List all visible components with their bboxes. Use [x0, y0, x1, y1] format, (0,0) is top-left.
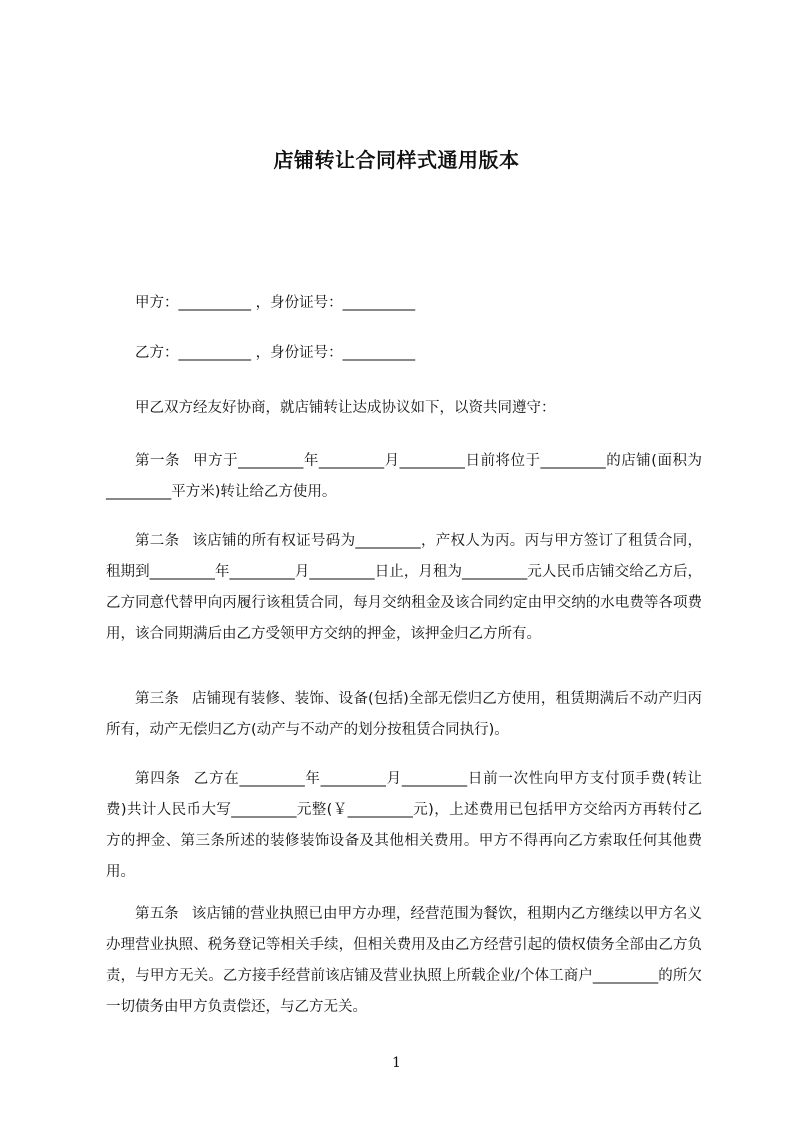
article-3-text: 店铺现有装修、装饰、设备(包括)全部无偿归乙方使用，租赁期满后不动产归丙所有，动产无偿归乙方(动产与不动产的划分按租赁合同执行)。 [106, 691, 703, 738]
party-a-line: 甲方：__________ ，身份证号：__________ [135, 295, 416, 311]
article-2-paragraph [106, 526, 702, 650]
party-b-line: 乙方：__________ ，身份证号：__________ [135, 345, 416, 361]
article-5-paragraph [106, 899, 702, 1023]
article-1-paragraph [106, 446, 702, 508]
article-2-label: 第二条 [135, 533, 180, 549]
preamble-paragraph: 甲乙双方经友好协商，就店铺转让达成协议如下，以资共同遵守： [135, 400, 556, 416]
article-4-label: 第四条 [135, 771, 181, 787]
article-3-paragraph [106, 684, 702, 746]
article-5-text: 该店铺的营业执照已由甲方办理，经营范围为餐饮，租期内乙方继续以甲方名义办理营业执照、税务登记等相关手续，但相关费用及由乙方经营引起的债权债务全部由乙方负责，与甲方无关。乙方接手经营前该店铺及营业执照上所载企业/个体工商户_________的所欠一切债务由甲方负责偿还，与乙方无关。 [106, 906, 703, 1015]
article-5-label: 第五条 [135, 906, 179, 922]
article-2-text: 该店铺的所有权证号码为_________，产权人为丙。丙与甲方签订了租赁合同，租期到_________年_________月_________日止，月租为_________元人民币店铺交给乙方后，乙方同意代替甲向丙履行该租赁合同，每月交纳租金及该合同约定由甲交纳的水电费等各项费用，该合同期满后由乙方受领甲方交纳的押金，该押金归乙方所有。 [106, 533, 703, 642]
article-4-paragraph [106, 764, 702, 888]
page-number: 1 [392, 1055, 401, 1071]
article-3-label: 第三条 [135, 691, 179, 707]
article-1-text: 甲方于_________年_________月_________日前将位于_________的店铺(面积为_________平方米)转让给乙方使用。 [106, 453, 703, 500]
document-title: 店铺转让合同样式通用版本 [273, 148, 520, 172]
article-4-text: 乙方在_________年_________月_________日前一次性向甲方支付顶手费(转让费)共计人民币大写_________元整(￥_________元)，上述费用已包括甲方交给丙方再转付乙方的押金、第三条所述的装修装饰设备及其他相关费用。甲方不得再向乙方索取任何其他费用。 [106, 771, 703, 880]
article-1-label: 第一条 [135, 453, 181, 469]
